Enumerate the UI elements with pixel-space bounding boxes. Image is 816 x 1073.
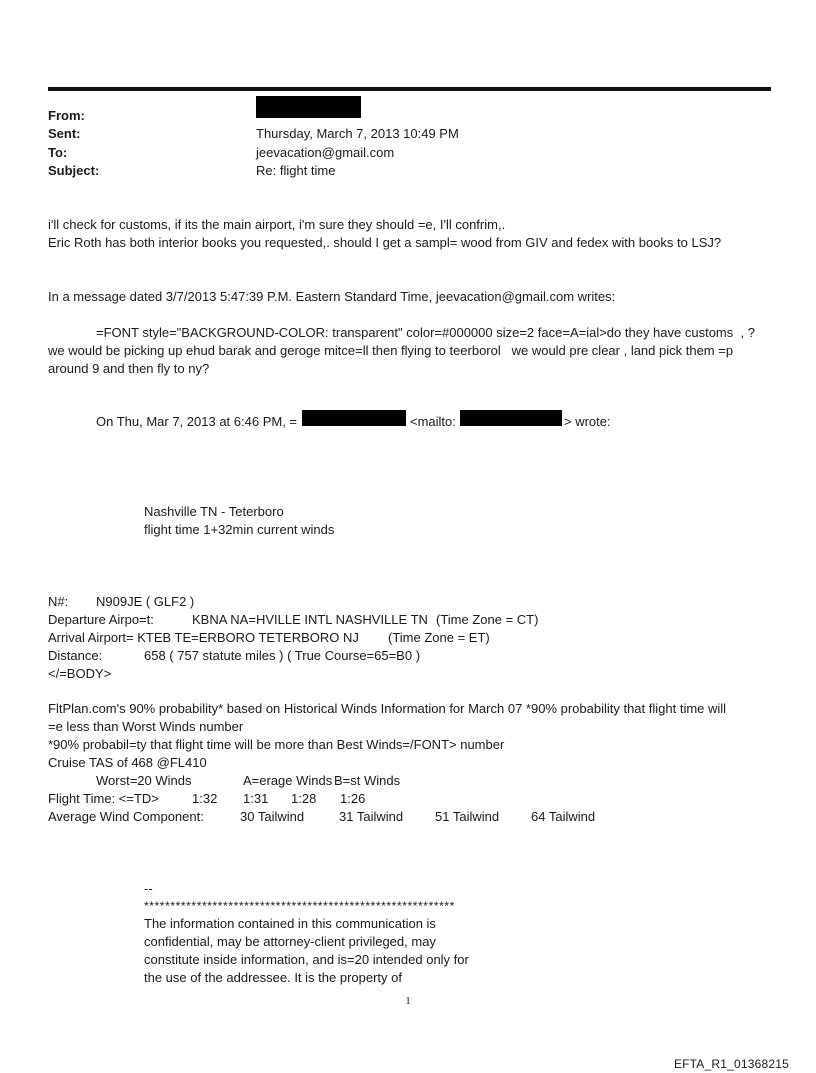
to-label: To: bbox=[48, 145, 68, 160]
redaction-sender bbox=[302, 410, 406, 426]
flight-time-value: 1:31 bbox=[243, 791, 269, 806]
from-label: From: bbox=[48, 108, 85, 123]
arrival-label: Arrival Airport= KTEB TE=ERBORO TETERBORO NJ bbox=[48, 630, 359, 645]
quote-intro: In a message dated 3/7/2013 5:47:39 P.M. Eastern Standard Time, jeevacation@gmail.com writes: bbox=[48, 289, 616, 304]
on-date-suffix: > wrote: bbox=[564, 414, 611, 429]
cruise-line: Cruise TAS of 468 @FL410 bbox=[48, 755, 207, 770]
wind-component-value: 51 Tailwind bbox=[435, 809, 500, 824]
route-line: Nashville TN - Teterboro bbox=[144, 504, 284, 519]
on-date-mailto: <mailto: bbox=[410, 414, 456, 429]
quote-line-1: =FONT style="BACKGROUND-COLOR: transparent" color=#000000 size=2 face=A=ial>do they have customs , ? bbox=[96, 325, 755, 340]
wind-component-value: 64 Tailwind bbox=[531, 809, 596, 824]
arrival-tz: (Time Zone = ET) bbox=[388, 630, 490, 645]
flight-time-value: 1:32 bbox=[192, 791, 218, 806]
redaction-from bbox=[256, 96, 361, 118]
wind-component-value: 30 Tailwind bbox=[240, 809, 305, 824]
subject-value: Re: flight time bbox=[256, 163, 336, 178]
winds-line-2: =e less than Worst Winds number bbox=[48, 719, 244, 734]
signature-stars: *********************************************************** bbox=[144, 899, 455, 913]
sent-value: Thursday, March 7, 2013 10:49 PM bbox=[256, 126, 459, 141]
reply-line-1: i'll check for customs, if its the main airport, i'm sure they should =e, I'll confrim,. bbox=[48, 217, 506, 232]
distance-label: Distance: bbox=[48, 648, 103, 663]
signature-dashes: -- bbox=[144, 881, 153, 896]
flight-time-value: 1:26 bbox=[340, 791, 366, 806]
disclaimer-line-4: the use of the addressee. It is the property of bbox=[144, 970, 402, 985]
flight-time-label: Flight Time: <=TD> bbox=[48, 791, 159, 806]
wind-component-value: 31 Tailwind bbox=[339, 809, 404, 824]
sent-label: Sent: bbox=[48, 126, 81, 141]
redaction-mailto bbox=[460, 410, 562, 426]
departure-value: KBNA NA=HVILLE INTL NASHVILLE TN bbox=[192, 612, 428, 627]
reply-line-2: Eric Roth has both interior books you requested,. should I get a sampl= wood from GIV and fedex with books to LSJ? bbox=[48, 235, 722, 250]
quote-line-2: we would be picking up ehud barak and geroge mitce=ll then flying to teerborol we would pre clear , land pick them =p bbox=[48, 343, 734, 358]
col-average: A=erage Winds bbox=[243, 773, 333, 788]
quote-line-3: around 9 and then fly to ny? bbox=[48, 361, 210, 376]
winds-line-3: *90% probabil=ty that flight time will be more than Best Winds=/FONT> number bbox=[48, 737, 505, 752]
subject-label: Subject: bbox=[48, 163, 100, 178]
disclaimer-line-3: constitute inside information, and is=20 intended only for bbox=[144, 952, 469, 967]
col-best: B=st Winds bbox=[334, 773, 401, 788]
disclaimer-line-1: The information contained in this communication is bbox=[144, 916, 436, 931]
body-close-tag: </=BODY> bbox=[48, 666, 112, 681]
col-worst: Worst=20 Winds bbox=[96, 773, 192, 788]
departure-tz: (Time Zone = CT) bbox=[436, 612, 539, 627]
departure-label: Departure Airpo=t: bbox=[48, 612, 154, 627]
winds-line-1: FltPlan.com's 90% probability* based on Historical Winds Information for March 07 *90% probability that flight time will bbox=[48, 701, 727, 716]
tail-label: N#: bbox=[48, 594, 69, 609]
tail-value: N909JE ( GLF2 ) bbox=[96, 594, 195, 609]
bates-number: EFTA_R1_01368215 bbox=[673, 1057, 789, 1071]
wind-component-label: Average Wind Component: bbox=[48, 809, 204, 824]
header-rule bbox=[48, 87, 771, 91]
flight-time-line: flight time 1+32min current winds bbox=[144, 522, 335, 537]
disclaimer-line-2: confidential, may be attorney-client privileged, may bbox=[144, 934, 436, 949]
to-value: jeevacation@gmail.com bbox=[256, 145, 395, 160]
on-date-prefix: On Thu, Mar 7, 2013 at 6:46 PM, = bbox=[96, 414, 298, 429]
flight-time-value: 1:28 bbox=[291, 791, 317, 806]
distance-value: 658 ( 757 statute miles ) ( True Course=65=B0 ) bbox=[144, 648, 421, 663]
page-number: 1 bbox=[405, 995, 411, 1007]
